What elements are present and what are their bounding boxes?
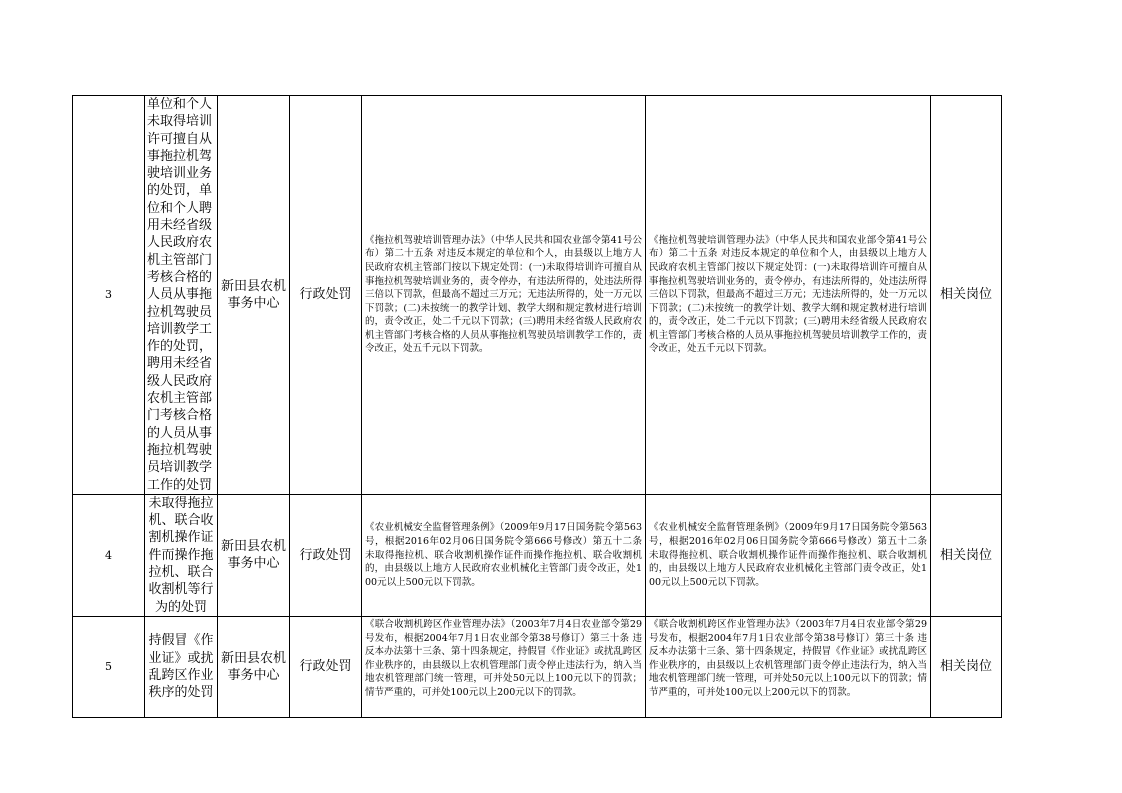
item-name: 未取得拖拉机、联合收割机操作证件而操作拖拉机、联合收割机等行为的处罚 [145, 494, 218, 616]
implementing-department: 新田县农机事务中心 [218, 96, 290, 495]
legal-basis-duplicate: 《农业机械安全监督管理条例》（2009年9月17日国务院令第563号，根据2016年02月06日国务院令第666号修改）第五十二条 未取得拖拉机、联合收割机操作证件而操作拖拉机、联合收割机的，由县级以上地方人民政府农业机械化主管部门责令改正，处100元以上500元以下罚款。 [646, 494, 931, 616]
legal-basis-duplicate: 《联合收割机跨区作业管理办法》（2003年7月4日农业部令第29号发布，根据2004年7月1日农业部令第38号修订）第三十条 违反本办法第十三条、第十四条规定，持假冒《作业证》或扰乱跨区作业秩序的，由县级以上农机管理部门责令停止违法行为，纳入当地农机管理部门统一管理，可并处50元以上100元以下的罚款；情节严重的，可并处100元以上200元以下的罚款。 [646, 616, 931, 717]
item-name: 单位和个人未取得培训许可擅自从事拖拉机驾驶培训业务的处罚，单位和个人聘用未经省级人民政府农机主管部门考核合格的人员从事拖拉机驾驶员培训教学工作的处罚，聘用未经省级人民政府农机主管部门考核合格的人员从事拖拉机驾驶员培训教学工作的处罚 [145, 96, 218, 495]
table-row [73, 616, 1002, 717]
implementing-department: 新田县农机事务中心 [218, 494, 290, 616]
row-number: 5 [73, 616, 145, 717]
legal-basis-duplicate: 《拖拉机驾驶培训管理办法》（中华人民共和国农业部令第41号公布）第二十五条 对违反本规定的单位和个人，由县级以上地方人民政府农机主管部门按以下规定处罚：(一)未取得培训许可擅自从事拖拉机驾驶培训业务的，责令停办，有违法所得的，处违法所得三倍以下罚款，但最高不超过三万元；无违法所得的，处一万元以下罚款；(二)未按统一的教学计划、教学大纲和规定教材进行培训的，责令改正，处二千元以下罚款；(三)聘用未经省级人民政府农机主管部门考核合格的人员从事拖拉机驾驶员培训教学工作的，责令改正，处五千元以下罚款。 [646, 96, 931, 495]
row-number: 4 [73, 494, 145, 616]
responsible-post: 相关岗位 [931, 616, 1002, 717]
power-list-table [72, 95, 1002, 718]
responsible-post: 相关岗位 [931, 96, 1002, 495]
legal-basis: 《联合收割机跨区作业管理办法》（2003年7月4日农业部令第29号发布，根据2004年7月1日农业部令第38号修订）第三十条 违反本办法第十三条、第十四条规定，持假冒《作业证》或扰乱跨区作业秩序的，由县级以上农机管理部门责令停止违法行为，纳入当地农机管理部门统一管理，可并处50元以上100元以下的罚款；情节严重的，可并处100元以上200元以下的罚款。 [362, 616, 646, 717]
responsible-post: 相关岗位 [931, 494, 1002, 616]
table-row [73, 494, 1002, 616]
power-type: 行政处罚 [290, 616, 362, 717]
table-row [73, 96, 1002, 495]
legal-basis: 《农业机械安全监督管理条例》（2009年9月17日国务院令第563号，根据2016年02月06日国务院令第666号修改）第五十二条 未取得拖拉机、联合收割机操作证件而操作拖拉机、联合收割机的，由县级以上地方人民政府农业机械化主管部门责令改正，处100元以上500元以下罚款。 [362, 494, 646, 616]
row-number: 3 [73, 96, 145, 495]
power-type: 行政处罚 [290, 96, 362, 495]
item-name: 持假冒《作业证》或扰乱跨区作业秩序的处罚 [145, 616, 218, 717]
legal-basis: 《拖拉机驾驶培训管理办法》（中华人民共和国农业部令第41号公布）第二十五条 对违反本规定的单位和个人，由县级以上地方人民政府农机主管部门按以下规定处罚：(一)未取得培训许可擅自从事拖拉机驾驶培训业务的，责令停办，有违法所得的，处违法所得三倍以下罚款，但最高不超过三万元；无违法所得的，处一万元以下罚款；(二)未按统一的教学计划、教学大纲和规定教材进行培训的，责令改正，处二千元以下罚款；(三)聘用未经省级人民政府农机主管部门考核合格的人员从事拖拉机驾驶员培训教学工作的，责令改正，处五千元以下罚款。 [362, 96, 646, 495]
power-type: 行政处罚 [290, 494, 362, 616]
implementing-department: 新田县农机事务中心 [218, 616, 290, 717]
